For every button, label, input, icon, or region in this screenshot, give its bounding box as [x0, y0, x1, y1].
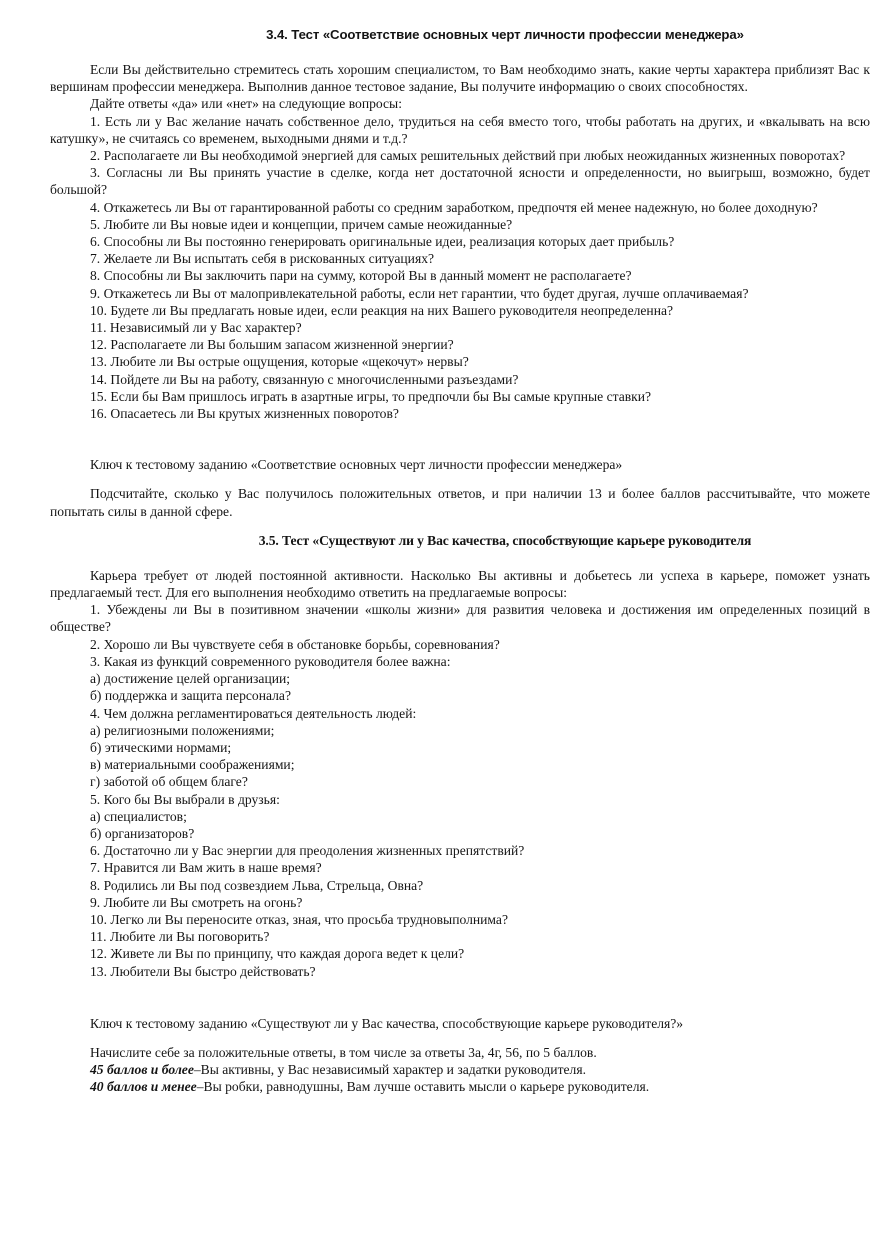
- question-item: 10. Легко ли Вы переносите отказ, зная, что просьба трудновыполнима?: [90, 911, 508, 927]
- question-item: 7. Желаете ли Вы испытать себя в рискованных ситуациях?: [90, 251, 435, 267]
- question-item: 5. Кого бы Вы выбрали в друзья:: [90, 791, 280, 807]
- question-item: 3. Согласны ли Вы принять участие в сделке, когда нет достаточной ясности и определенности, но выигрыш, возможно, будет большой?: [50, 165, 870, 198]
- question-item: 8. Способны ли Вы заключить пари на сумму, которой Вы в данный момент не располагаете?: [90, 268, 632, 284]
- question-item: 11. Любите ли Вы поговорить?: [90, 929, 270, 945]
- answer-option: а) достижение целей организации;: [90, 671, 291, 687]
- answer-option: г) заботой об общем благе?: [90, 774, 248, 790]
- section-3-4-title: 3.4. Тест «Соответствие основных черт личности профессии менеджера»: [266, 27, 744, 42]
- spacer: [50, 422, 870, 456]
- question-item: 11. Независимый ли у Вас характер?: [90, 320, 302, 336]
- section-3-4-key-title: Ключ к тестовому заданию «Соответствие основных черт личности профессии менеджера»: [90, 457, 623, 473]
- question-item: 7. Нравится ли Вам жить в наше время?: [90, 860, 322, 876]
- question-item: 4. Откажетесь ли Вы от гарантированной работы со средним заработком, предпочтя ей менее надежную, но более доходную?: [90, 199, 818, 215]
- question-item: 15. Если бы Вам пришлось играть в азартные игры, то предпочли бы Вы самые крупные ставки?: [90, 388, 652, 404]
- question-item: 9. Любите ли Вы смотреть на огонь?: [90, 894, 303, 910]
- section-3-5-title: 3.5. Тест «Существуют ли у Вас качества, способствующие карьере руководителя: [258, 532, 752, 548]
- spacer: [50, 1032, 870, 1044]
- question-item: 13. Любите ли Вы острые ощущения, которые «щекочут» нервы?: [90, 354, 469, 370]
- answer-option: б) поддержка и защита персонала?: [90, 688, 291, 704]
- result-high-label: 45 баллов и более: [90, 1062, 194, 1078]
- question-item: 13. Любители Вы быстро действовать?: [90, 963, 316, 979]
- question-item: 16. Опасаетесь ли Вы крутых жизненных поворотов?: [90, 406, 399, 422]
- result-high: [50, 1061, 870, 1078]
- result-low: [50, 1078, 870, 1095]
- question-item: 6. Достаточно ли у Вас энергии для преодоления жизненных препятствий?: [90, 843, 525, 859]
- answer-option: в) материальными соображениями;: [90, 757, 295, 773]
- question-item: 6. Способны ли Вы постоянно генерировать оригинальные идеи, реализация которых дает прибыль?: [90, 234, 675, 250]
- spacer: [50, 980, 870, 1015]
- question-item: 5. Любите ли Вы новые идеи и концепции, причем самые неожиданные?: [90, 216, 513, 232]
- question-item: 2. Хорошо ли Вы чувствуете себя в обстановке борьбы, соревнования?: [90, 636, 500, 652]
- section-3-4-instruction: Дайте ответы «да» или «нет» на следующие вопросы:: [90, 96, 402, 112]
- answer-option: б) этическими нормами;: [90, 739, 232, 755]
- result-low-text: –Вы робки, равнодушны, Вам лучше оставить мысли о карьере руководителя.: [196, 1079, 650, 1095]
- question-item: 1. Есть ли у Вас желание начать собственное дело, трудиться на себя вместо того, чтобы работать на других, и «вкалывать на всю катушку», не считаясь со временем, выходными днями и т.д.?: [50, 113, 870, 146]
- result-low-label: 40 баллов и менее: [90, 1079, 197, 1095]
- question-item: 4. Чем должна регламентироваться деятельность людей:: [90, 705, 417, 721]
- question-item: 12. Располагаете ли Вы большим запасом жизненной энергии?: [90, 337, 454, 353]
- section-3-5-intro: Карьера требует от людей постоянной активности. Насколько Вы активны и добьетесь ли успеха в карьере, поможет узнать предлагаемый тест. Для его выполнения необходимо ответить на предлагаемые вопросы:: [50, 567, 870, 601]
- spacer: [50, 473, 870, 485]
- section-3-4-question-list: [50, 113, 870, 423]
- answer-option: б) организаторов?: [90, 825, 195, 841]
- section-3-5-key-title: Ключ к тестовому заданию «Существуют ли у Вас качества, способствующие карьере руководителя?»: [90, 1015, 684, 1031]
- section-3-5-scoring: Начислите себе за положительные ответы, в том числе за ответы 3а, 4г, 56, по 5 баллов.: [90, 1044, 597, 1060]
- question-item: 3. Какая из функций современного руководителя более важна:: [90, 653, 451, 669]
- question-item: 9. Откажетесь ли Вы от малопривлекательной работы, если нет гарантии, что будет другая, лучше оплачиваемая?: [90, 285, 749, 301]
- question-item: 14. Пойдете ли Вы на работу, связанную с многочисленными разъездами?: [90, 371, 519, 387]
- question-item: 12. Живете ли Вы по принципу, что каждая дорога ведет к цели?: [90, 946, 465, 962]
- answer-option: а) религиозными положениями;: [90, 722, 275, 738]
- question-item: 1. Убеждены ли Вы в позитивном значении «школы жизни» для развития человека и достижения им определенных позиций в обществе?: [50, 602, 870, 635]
- question-item: 8. Родились ли Вы под созвездием Льва, Стрельца, Овна?: [90, 877, 424, 893]
- question-item: 2. Располагаете ли Вы необходимой энергией для самых решительных действий при любых неожиданных жизненных поворотах?: [90, 148, 846, 164]
- result-high-text: –Вы активны, у Вас независимый характер и задатки руководителя.: [193, 1062, 586, 1078]
- section-3-5-question-list: [50, 601, 870, 979]
- section-3-4-key-text: Подсчитайте, сколько у Вас получилось положительных ответов, и при наличии 13 и более баллов рассчитывайте, что можете попытать силы в данной сфере.: [50, 486, 870, 519]
- spacer: [50, 520, 870, 532]
- section-3-4-intro: Если Вы действительно стремитесь стать хорошим специалистом, то Вам необходимо знать, какие черты характера приблизят Вас к вершинам профессии менеджера. Выполнив данное тестовое задание, Вы получите информацию о своих способностях.: [50, 62, 870, 95]
- answer-option: а) специалистов;: [90, 808, 187, 824]
- question-item: 10. Будете ли Вы предлагать новые идеи, если реакция на них Вашего руководителя неопределенна?: [90, 302, 674, 318]
